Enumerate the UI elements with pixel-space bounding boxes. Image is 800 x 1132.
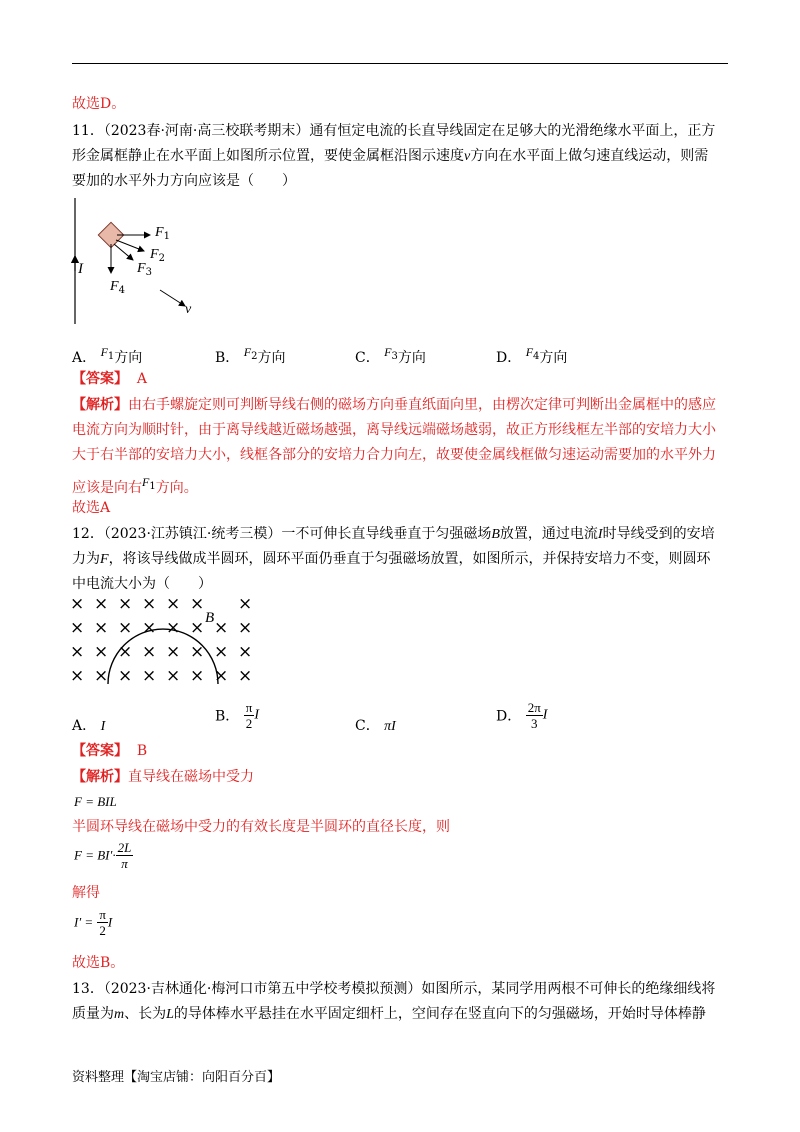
field-cross-icon: × (166, 594, 181, 614)
q11-conclusion: 故选A (72, 500, 111, 516)
q12-option-a[interactable]: A． I (72, 718, 106, 734)
q12-field-label: B (205, 610, 215, 626)
field-cross-icon: × (166, 642, 181, 662)
q11-analysis-2: 电流方向为顺时针，由于离导线越近磁场越强，离导线远端磁场越弱，故正方形线框左半部的安培力大小 (72, 422, 716, 438)
field-cross-icon: × (166, 618, 181, 638)
field-cross-icon: × (118, 642, 133, 662)
field-cross-icon: × (142, 642, 157, 662)
field-cross-icon: × (142, 594, 157, 614)
field-cross-icon: × (190, 666, 205, 686)
q11-f3-arrow (114, 244, 133, 260)
q11-number: 11． (72, 123, 104, 139)
q11-option-d[interactable]: D． $F^4$方向 (496, 345, 568, 366)
q12-solve: 解得 (72, 885, 100, 901)
field-cross-icon: × (190, 594, 205, 614)
field-cross-icon: × (94, 666, 109, 686)
field-cross-icon: × (70, 618, 85, 638)
q11-f4-label: $F_4$ (110, 279, 125, 296)
q12-eq1: F = BIL (74, 794, 117, 809)
q11-text2b: 方向在水平面上做匀速直线运动，则需 (470, 148, 709, 164)
field-cross-icon: × (118, 618, 133, 638)
field-cross-icon: × (70, 594, 85, 614)
q12-line1: 12．（2023·江苏镇江·统考三模）一不可伸长直导线垂直于匀强磁场B放置，通过电流I时导线受到的安培 (72, 526, 715, 542)
q12-eq2: F = BI′· $\frac{2L}{\pi}$ (74, 840, 132, 871)
field-cross-icon: × (214, 666, 229, 686)
q12-analysis-2: 半圆环导线在磁场中受力的有效长度是半圆环的直径长度，则 (72, 819, 450, 835)
q12-analysis-1: 【解析】直导线在磁场中受力 (72, 769, 254, 785)
field-cross-icon: × (166, 666, 181, 686)
q11-option-a[interactable]: A． $F^1$方向 (72, 345, 143, 366)
field-cross-icon: × (238, 618, 253, 638)
prev-conclusion: 故选D。 (72, 96, 126, 112)
footer-text: 资料整理【淘宝店铺：向阳百分百】 (72, 1070, 281, 1085)
field-cross-icon: × (70, 666, 85, 686)
q12-figure (70, 596, 260, 691)
field-cross-icon: × (142, 618, 157, 638)
field-cross-icon: × (190, 618, 205, 638)
q11-source: （2023春·河南·高三校联考期末） (103, 123, 310, 139)
q11-f1-label: $F_1$ (155, 225, 170, 242)
q12-semicircle (70, 596, 260, 691)
q12-line2: 力为F，将该导线做成半圆环，圆环平面仍垂直于匀强磁场放置，如图所示，并保持安培力不变，则圆环 (72, 551, 711, 567)
q12-line3: 中电流大小为（ ） (72, 576, 212, 592)
field-cross-icon: × (238, 594, 253, 614)
field-cross-icon: × (118, 594, 133, 614)
q11-text2a: 形金属框静止在水平面上如图所示位置，要使金属框沿图示速度 (72, 148, 464, 164)
q11-v-symbol: v (464, 149, 471, 164)
q12-option-d[interactable]: D． $\frac{2\pi}{3}$ I (496, 700, 548, 731)
field-cross-icon: × (118, 666, 133, 686)
field-cross-icon: × (214, 642, 229, 662)
field-cross-icon: × (214, 618, 229, 638)
field-cross-icon: × (94, 618, 109, 638)
q11-analysis-3: 大于右半部的安培力大小，线框各部分的安培力合力向左，故要使金属线框做匀速运动需要加的水平外力 (72, 447, 716, 463)
q11-line3: 要加的水平外力方向应该是（ ） (72, 173, 296, 189)
q11-f2-label: $F_2$ (150, 247, 165, 264)
q11-current-label: I (78, 261, 83, 277)
q11-velocity-label: v (185, 302, 192, 317)
q12-answer: 【答案】 B (72, 743, 148, 759)
q12-option-b[interactable]: B． $\frac{\pi}{2}$ I (215, 700, 259, 731)
q11-line2 (72, 146, 708, 167)
q11-answer: 【答案】 A (72, 371, 148, 387)
field-cross-icon: × (142, 666, 157, 686)
q12-option-c[interactable]: C． πI (355, 718, 396, 734)
field-cross-icon: × (94, 642, 109, 662)
q13-line1: 13．（2023·吉林通化·梅河口市第五中学校考模拟预测）如图所示，某同学用两根不可伸长的绝缘细线将 (72, 981, 716, 997)
q13-line2: 质量为m、长为L的导体棒水平悬挂在水平固定细杆上，空间存在竖直向下的匀强磁场，开始时导体棒静 (72, 1006, 706, 1022)
field-cross-icon: × (94, 594, 109, 614)
q12-conclusion: 故选B。 (72, 955, 125, 971)
q11-f3-label: $F_3$ (137, 261, 152, 278)
field-cross-icon: × (70, 642, 85, 662)
q11-velocity-arrow (160, 290, 185, 306)
q11-line1 (72, 121, 715, 141)
field-cross-icon: × (190, 642, 205, 662)
q11-option-b[interactable]: B． $F^2$方向 (215, 345, 286, 366)
q11-option-c[interactable]: C． $F^3$方向 (355, 345, 426, 366)
field-cross-icon: × (238, 642, 253, 662)
q11-analysis-4: 应该是向右$F^1$方向。 (72, 475, 198, 496)
field-cross-icon: × (238, 666, 253, 686)
q12-eq3: I′ = $\frac{\pi}{2}$ I (74, 907, 113, 938)
header-rule (72, 63, 728, 64)
q11-analysis-1: 【解析】由右手螺旋定则可判断导线右侧的磁场方向垂直纸面向里，由楞次定律可判断出金属框中的感应 (72, 397, 716, 413)
q11-text1: 通有恒定电流的长直导线固定在足够大的光滑绝缘水平面上，正方 (309, 123, 716, 139)
